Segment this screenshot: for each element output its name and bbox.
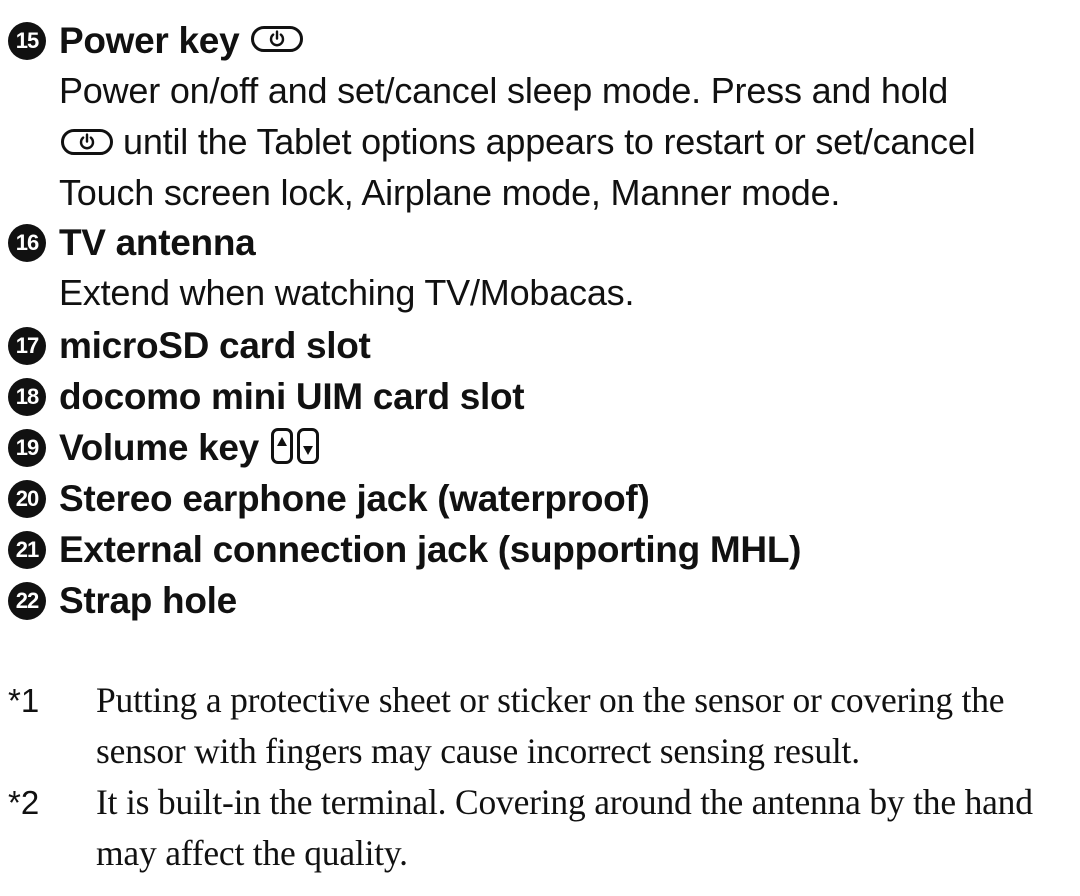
item-strap-hole [8, 577, 1070, 625]
footnote [8, 777, 1070, 879]
item-title: microSD card slot [59, 325, 371, 366]
description-line [59, 116, 1070, 167]
footnote [8, 675, 1070, 777]
footnote-line: Putting a protective sheet or sticker on the sensor or covering the [96, 680, 1005, 720]
footnote-text [96, 777, 1033, 879]
item-earphone-jack [8, 475, 1070, 523]
item-number-badge: 19 [8, 429, 46, 467]
item-title: External connection jack (supporting MHL) [59, 529, 802, 570]
description-line: Power on/off and set/cancel sleep mode. Press and hold [59, 70, 949, 111]
footnote-line: may affect the quality. [96, 833, 408, 873]
volume-up-icon [271, 428, 293, 464]
description-line: Touch screen lock, Airplane mode, Manner mode. [59, 172, 841, 213]
item-title: Volume key [59, 427, 259, 468]
volume-down-icon [297, 428, 319, 464]
item-number-badge: 17 [8, 327, 46, 365]
footnote-line: It is built-in the terminal. Covering around the antenna by the hand [96, 782, 1033, 822]
item-tv-antenna [8, 219, 1070, 318]
footnote-line: sensor with fingers may cause incorrect sensing result. [96, 731, 860, 771]
item-number-badge: 21 [8, 531, 46, 569]
item-description [59, 65, 1070, 218]
description-line: Extend when watching TV/Mobacas. [59, 272, 635, 313]
item-number-badge: 20 [8, 480, 46, 518]
footnote-mark: *1 [8, 682, 40, 719]
item-microsd-slot [8, 322, 1070, 370]
item-external-connection-jack [8, 526, 1070, 574]
item-uim-card-slot [8, 373, 1070, 421]
item-number-badge: 18 [8, 378, 46, 416]
item-title: Stereo earphone jack (waterproof) [59, 478, 650, 519]
footnote-mark: *2 [8, 784, 40, 821]
item-volume-key [8, 424, 1070, 472]
item-title: Power key [59, 20, 240, 61]
item-title: docomo mini UIM card slot [59, 376, 525, 417]
description-text: until the Tablet options appears to restart or set/cancel [123, 121, 976, 162]
power-key-icon [61, 129, 113, 155]
item-number-badge: 16 [8, 224, 46, 262]
item-title: TV antenna [59, 222, 256, 263]
item-description [59, 267, 1070, 318]
power-key-icon [251, 26, 303, 52]
item-title: Strap hole [59, 580, 237, 621]
item-number-badge: 22 [8, 582, 46, 620]
item-power-key [8, 17, 1070, 218]
item-number-badge: 15 [8, 22, 46, 60]
footnote-text [96, 675, 1004, 777]
